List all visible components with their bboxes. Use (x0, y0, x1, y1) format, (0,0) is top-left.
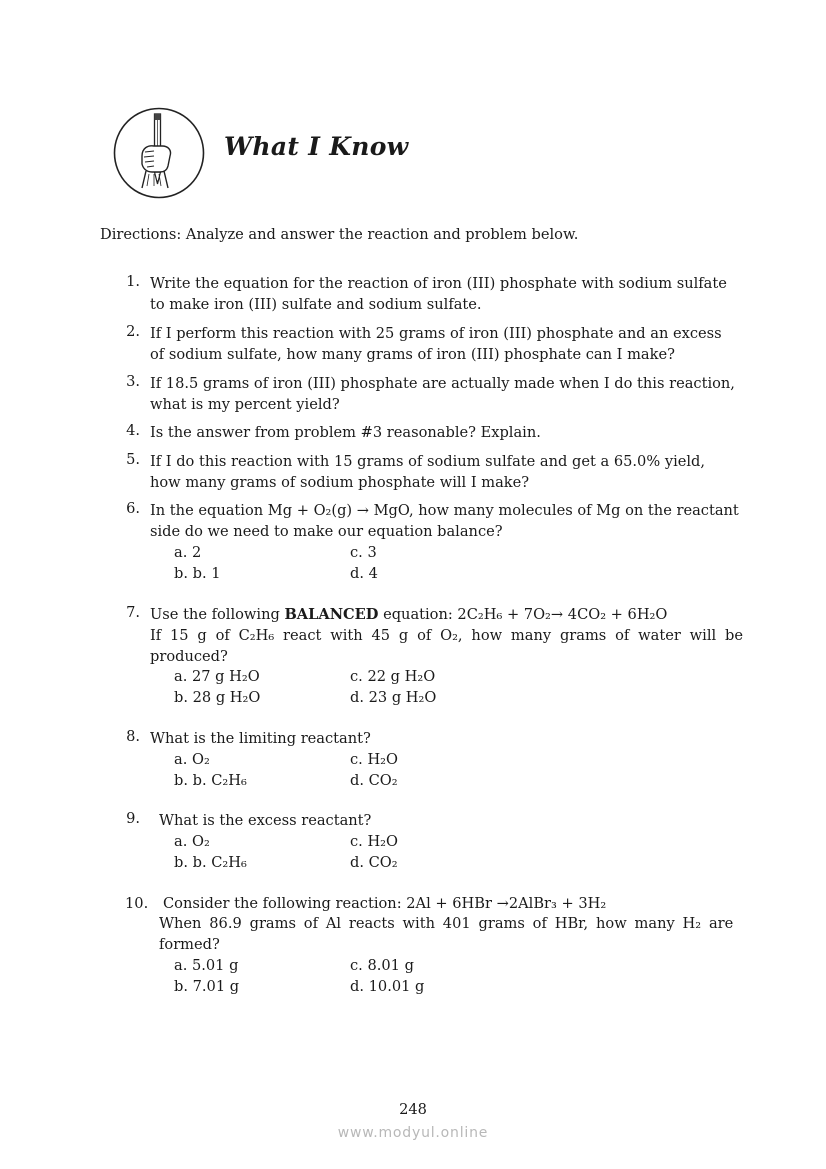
question-text: If 15 g of C₂H₆ react with 45 g of O₂, how many grams of water will be (150, 627, 743, 644)
choice-b: b. b. C₂H₆ (174, 854, 247, 871)
question-text: to make iron (III) sulfate and sodium sulfate. (150, 296, 482, 313)
choice-c: c. H₂O (350, 833, 398, 850)
choice-c: c. 22 g H₂O (350, 668, 436, 685)
directions-text: Directions: Analyze and answer the reaction and problem below. (100, 226, 579, 243)
question-text: If I do this reaction with 15 grams of sodium sulfate and get a 65.0% yield, (150, 453, 706, 470)
choice-d: d. CO₂ (350, 854, 398, 871)
question-number: 9. (126, 810, 140, 827)
question-number: 4. (126, 422, 140, 439)
question-text-part: equation: 2C₂H₆ + 7O₂→ 4CO₂ + 6H₂O (378, 606, 668, 623)
question-text: If I perform this reaction with 25 grams of iron (III) phosphate and an excess (150, 325, 722, 342)
question-text: what is my percent yield? (150, 396, 340, 413)
question-text: If 18.5 grams of iron (III) phosphate are actually made when I do this reaction, (150, 375, 735, 392)
choice-b: b. b. C₂H₆ (174, 772, 247, 789)
question-text: Is the answer from problem #3 reasonable? Explain. (150, 424, 541, 441)
question-number: 7. (126, 604, 140, 621)
question-number: 8. (126, 728, 140, 745)
choice-a: a. 2 (174, 544, 202, 561)
choice-d: d. CO₂ (350, 772, 398, 789)
question-text-part: Use the following (150, 606, 285, 623)
choice-c: c. 8.01 g (350, 957, 414, 974)
question-text: of sodium sulfate, how many grams of iron (III) phosphate can I make? (150, 346, 675, 363)
choice-c: c. 3 (350, 544, 377, 561)
choice-d: d. 23 g H₂O (350, 689, 437, 706)
question-text: When 86.9 grams of Al reacts with 401 grams of HBr, how many H₂ are (159, 915, 734, 932)
question-text: formed? (159, 936, 220, 953)
section-title: What I Know (224, 132, 409, 161)
choice-b: b. 28 g H₂O (174, 689, 261, 706)
choice-b: b. 7.01 g (174, 978, 240, 995)
balanced-label: BALANCED (284, 606, 379, 623)
choice-c: c. H₂O (350, 751, 398, 768)
question-number: 6. (126, 500, 140, 517)
question-text: side do we need to make our equation balance? (150, 523, 503, 540)
choice-b: b. b. 1 (174, 565, 221, 582)
question-text: In the equation Mg + O₂(g) → MgO, how many molecules of Mg on the reactant (150, 502, 739, 519)
choice-a: a. O₂ (174, 751, 210, 768)
watermark: www.modyul.online (337, 1125, 489, 1141)
question-text: how many grams of sodium phosphate will I make? (150, 474, 530, 491)
pencil-hand-icon (112, 106, 206, 200)
choice-d: d. 10.01 g (350, 978, 425, 995)
question-text: produced? (150, 648, 228, 665)
page-number: 248 (399, 1101, 427, 1118)
question-text: What is the excess reactant? (159, 812, 372, 829)
choice-a: a. 27 g H₂O (174, 668, 260, 685)
question-text (150, 604, 667, 625)
question-number: 3. (126, 373, 140, 390)
question-text: Write the equation for the reaction of iron (III) phosphate with sodium sulfate (150, 275, 727, 292)
question-text: What is the limiting reactant? (150, 730, 371, 747)
question-number: 1. (126, 273, 140, 290)
choice-a: a. 5.01 g (174, 957, 239, 974)
choice-a: a. O₂ (174, 833, 210, 850)
choice-d: d. 4 (350, 565, 378, 582)
question-number: 10. (125, 895, 149, 912)
question-text: Consider the following reaction: 2Al + 6HBr →2AlBr₃ + 3H₂ (163, 895, 607, 912)
question-number: 2. (126, 323, 140, 340)
question-number: 5. (126, 451, 140, 468)
